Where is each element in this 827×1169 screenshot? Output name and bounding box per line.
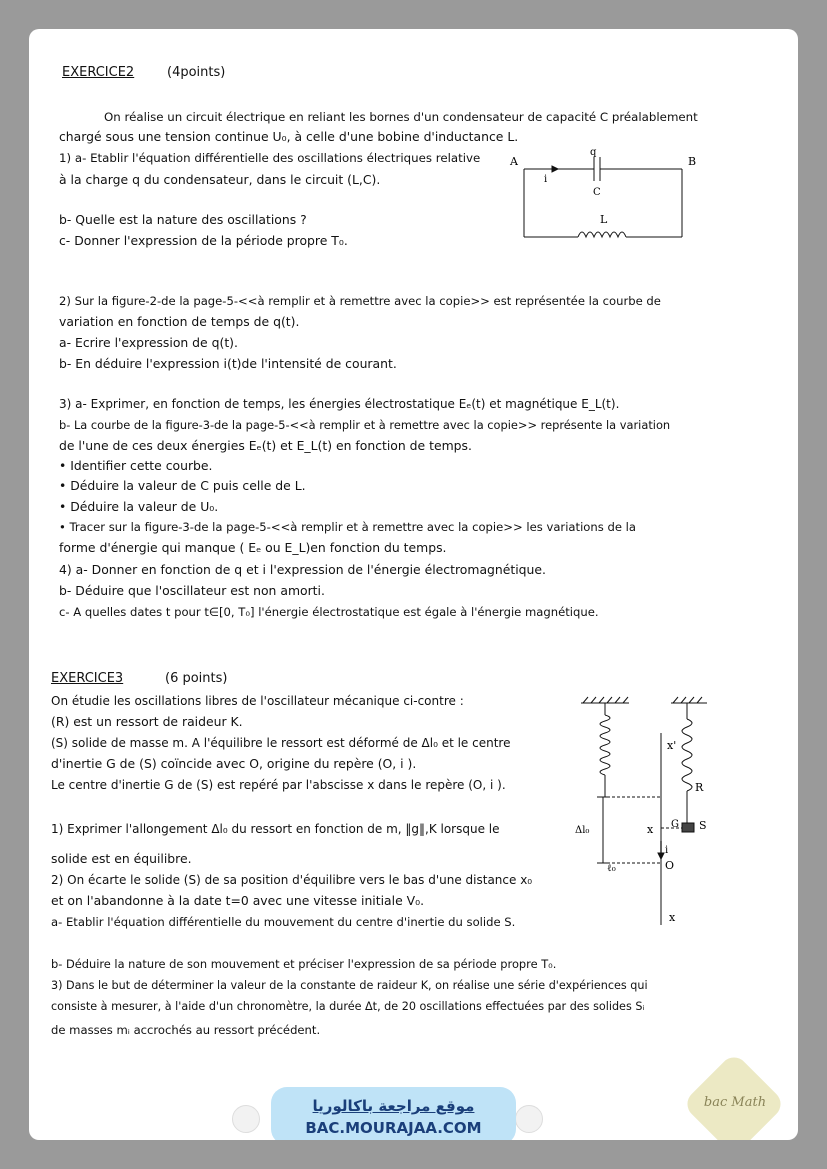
ex2-intro-line1: On réalise un circuit électrique en reliant les bornes d'un condensateur de capacité C préalablement — [104, 110, 698, 124]
ex2-q2b: b- En déduire l'expression i(t)de l'intensité de courant. — [59, 356, 397, 371]
ex2-bullet-trace-line2: forme d'énergie qui manque ( Eₑ ou E_L)en fonction du temps. — [59, 540, 447, 555]
ex2-q3b-line1: b- La courbe de la figure-3-de la page-5-<<à remplir et à remettre avec la copie>> représente la variation — [59, 418, 671, 432]
lc-circuit-figure — [504, 147, 704, 257]
ex3-line2: (R) est un ressort de raideur K. — [51, 714, 243, 729]
ex3-line3: (S) solide de masse m. A l'équilibre le ressort est déformé de Δl₀ et le centre — [51, 736, 511, 750]
ex2-bullet-identify: • Identifier cette courbe. — [59, 458, 213, 473]
fig-label-x: x — [647, 823, 654, 836]
fig-label-x-top: x' — [667, 739, 677, 752]
ex2-q4b: b- Déduire que l'oscillateur est non amorti. — [59, 583, 325, 598]
circuit-label-b: B — [688, 155, 697, 168]
ex3-q2-line1: 2) On écarte le solide (S) de sa position d'équilibre vers le bas d'une distance x₀ — [51, 873, 533, 887]
ex2-q4a: 4) a- Donner en fonction de q et i l'expression de l'énergie électromagnétique. — [59, 562, 546, 577]
spring-oscillator-figure — [539, 693, 709, 925]
ex2-q2-line2: variation en fonction de temps de q(t). — [59, 314, 300, 329]
ex2-q2-line1: 2) Sur la figure-2-de la page-5-<<à remplir et à remettre avec la copie>> est représentée la courbe de — [59, 294, 661, 308]
ex3-q1-line1: 1) Exprimer l'allongement Δl₀ du ressort en fonction de m, ‖g‖,K lorsque le — [51, 822, 500, 836]
ceiling-left-hatch — [583, 697, 628, 703]
fig-label-i: i — [665, 845, 669, 856]
ex3-line5: Le centre d'inertie G de (S) est repéré par l'abscisse x dans le repère (O, i ). — [51, 778, 506, 792]
ex2-q1a-line2: à la charge q du condensateur, dans le circuit (L,C). — [59, 172, 381, 187]
spring-left-natural — [600, 715, 610, 775]
circuit-label-c: C — [593, 187, 601, 198]
ex2-points: (4points) — [167, 65, 226, 80]
current-arrow-icon — [552, 166, 558, 172]
footer-arabic-title: موقع مراجعة باكالوريا — [312, 1097, 475, 1115]
bacmath-logo-text: bac Math — [703, 1095, 767, 1110]
circuit-label-l: L — [600, 213, 608, 226]
ex3-q3-line1: 3) Dans le but de déterminer la valeur de la constante de raideur K, on réalise une série d'expériences qui — [51, 979, 648, 992]
ex3-title: EXERCICE3 — [51, 671, 124, 686]
footer-url[interactable]: BAC.MOURAJAA.COM — [305, 1119, 482, 1137]
circuit-label-q: q — [590, 147, 597, 158]
ex2-intro-line2: chargé sous une tension continue U₀, à celle d'une bobine d'inductance L. — [59, 129, 519, 144]
solid-s — [682, 823, 694, 832]
fig-label-o: O — [665, 859, 675, 872]
footer-logo-right — [515, 1105, 543, 1133]
ex3-q3-line2: consiste à mesurer, à l'aide d'un chronomètre, la durée Δt, de 20 oscillations effectuées par des solides Sᵢ — [51, 1000, 645, 1013]
spring-right-stretched — [682, 719, 692, 791]
footer-logo-left — [232, 1105, 260, 1133]
ex3-points: (6 points) — [165, 671, 228, 686]
ex2-title: EXERCICE2 — [62, 65, 135, 80]
ex2-q1b: b- Quelle est la nature des oscillations ? — [59, 212, 307, 227]
ex3-q2-line2: et on l'abandonne à la date t=0 avec une vitesse initiale V₀. — [51, 893, 425, 908]
fig-label-g: G — [671, 819, 679, 830]
ex2-bullet-trace-line1: • Tracer sur la figure-3-de la page-5-<<à remplir et à remettre avec la copie>> les variations de la — [59, 520, 636, 534]
ex3-q2a: a- Etablir l'équation différentielle du mouvement du centre d'inertie du solide S. — [51, 915, 516, 929]
ex3-line4: d'inertie G de (S) coïncide avec O, origine du repère (O, i ). — [51, 756, 417, 771]
fig-label-s: S — [699, 819, 707, 832]
footer-banner[interactable] — [271, 1087, 516, 1140]
fig-label-dl0: Δl₀ — [575, 825, 590, 836]
ex2-q3a: 3) a- Exprimer, en fonction de temps, les énergies électrostatique Eₑ(t) et magnétique E_L(t). — [59, 397, 620, 411]
inductor-coil — [578, 232, 626, 237]
fig-label-r: R — [695, 781, 704, 794]
ex2-q4c: c- A quelles dates t pour t∈[0, T₀] l'énergie électrostatique est égale à l'énergie magnétique. — [59, 605, 599, 619]
ex2-q2a: a- Ecrire l'expression de q(t). — [59, 335, 238, 350]
fig-label-x-bottom: x — [669, 911, 676, 924]
exam-page — [29, 29, 798, 1140]
ceiling-right-hatch — [673, 697, 702, 703]
fig-label-l0: ℓ₀ — [607, 863, 616, 874]
ex2-bullet-c-l: • Déduire la valeur de C puis celle de L. — [59, 478, 306, 493]
ex2-q1c: c- Donner l'expression de la période propre T₀. — [59, 233, 348, 248]
circuit-label-i: i — [544, 174, 548, 185]
ex3-q1-line2: solide est en équilibre. — [51, 851, 192, 866]
ex2-q1a-line1: 1) a- Etablir l'équation différentielle des oscillations électriques relative — [59, 151, 481, 165]
ex2-q3b-line2: de l'une de ces deux énergies Eₑ(t) et E_L(t) en fonction de temps. — [59, 438, 472, 453]
ex3-q2b: b- Déduire la nature de son mouvement et préciser l'expression de sa période propre T₀. — [51, 957, 557, 971]
ex3-line1: On étudie les oscillations libres de l'oscillateur mécanique ci-contre : — [51, 694, 464, 708]
circuit-label-a: A — [510, 155, 518, 168]
ex3-q3-line3: de masses mᵢ accrochés au ressort précédent. — [51, 1023, 321, 1037]
ex2-bullet-u0: • Déduire la valeur de U₀. — [59, 499, 219, 514]
